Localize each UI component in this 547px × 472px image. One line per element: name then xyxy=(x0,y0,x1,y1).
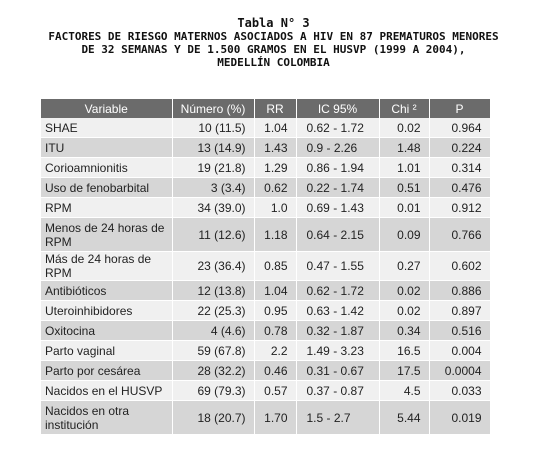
p-cell: 0.516 xyxy=(429,321,490,341)
chi2-cell: 0.09 xyxy=(379,218,429,252)
table-caption xyxy=(0,17,547,69)
variable-cell: Nacidos en otra institución xyxy=(41,401,172,435)
number-cell: 34 (39.0) xyxy=(172,198,254,218)
header-p: P xyxy=(429,99,490,118)
chi2-cell: 0.51 xyxy=(379,178,429,198)
table-row xyxy=(41,281,490,301)
p-cell: 0.224 xyxy=(429,138,490,158)
ic95-cell: 1.5 - 2.7 xyxy=(296,401,379,435)
rr-cell: 0.95 xyxy=(254,301,296,321)
variable-cell: Parto por cesárea xyxy=(41,361,172,381)
variable-cell: Corioamnionitis xyxy=(41,158,172,178)
chi2-cell: 0.02 xyxy=(379,281,429,301)
chi2-cell: 0.27 xyxy=(379,252,429,281)
table-header-row xyxy=(41,99,490,118)
rr-cell: 0.46 xyxy=(254,361,296,381)
header-chi2: Chi ² xyxy=(379,99,429,118)
header-ic95: IC 95% xyxy=(296,99,379,118)
rr-cell: 1.04 xyxy=(254,118,296,138)
chi2-cell: 4.5 xyxy=(379,381,429,401)
rr-cell: 1.70 xyxy=(254,401,296,435)
number-cell: 11 (12.6) xyxy=(172,218,254,252)
rr-cell: 1.0 xyxy=(254,198,296,218)
number-cell: 22 (25.3) xyxy=(172,301,254,321)
variable-cell: ITU xyxy=(41,138,172,158)
number-cell: 3 (3.4) xyxy=(172,178,254,198)
table-row xyxy=(41,252,490,281)
table-row xyxy=(41,381,490,401)
table-row xyxy=(41,138,490,158)
ic95-cell: 0.86 - 1.94 xyxy=(296,158,379,178)
rr-cell: 0.78 xyxy=(254,321,296,341)
rr-cell: 2.2 xyxy=(254,341,296,361)
table-row xyxy=(41,158,490,178)
chi2-cell: 0.01 xyxy=(379,198,429,218)
chi2-cell: 0.34 xyxy=(379,321,429,341)
variable-cell: Antibióticos xyxy=(41,281,172,301)
rr-cell: 1.29 xyxy=(254,158,296,178)
p-cell: 0.964 xyxy=(429,118,490,138)
number-cell: 18 (20.7) xyxy=(172,401,254,435)
number-cell: 4 (4.6) xyxy=(172,321,254,341)
table-title-line-2: DE 32 SEMANAS Y DE 1.500 GRAMOS EN EL HUSVP (1999 A 2004), xyxy=(81,43,466,56)
number-cell: 59 (67.8) xyxy=(172,341,254,361)
variable-cell: Uso de fenobarbital xyxy=(41,178,172,198)
table-row xyxy=(41,341,490,361)
number-cell: 10 (11.5) xyxy=(172,118,254,138)
p-cell: 0.602 xyxy=(429,252,490,281)
rr-cell: 1.04 xyxy=(254,281,296,301)
variable-cell: Uteroinhibidores xyxy=(41,301,172,321)
chi2-cell: 1.01 xyxy=(379,158,429,178)
chi2-cell: 17.5 xyxy=(379,361,429,381)
rr-cell: 1.43 xyxy=(254,138,296,158)
ic95-cell: 0.62 - 1.72 xyxy=(296,281,379,301)
number-cell: 19 (21.8) xyxy=(172,158,254,178)
p-cell: 0.886 xyxy=(429,281,490,301)
number-cell: 69 (79.3) xyxy=(172,381,254,401)
table-row xyxy=(41,198,490,218)
risk-factors-table xyxy=(41,99,491,435)
rr-cell: 0.57 xyxy=(254,381,296,401)
p-cell: 0.004 xyxy=(429,341,490,361)
variable-cell: Nacidos en el HUSVP xyxy=(41,381,172,401)
header-number: Número (%) xyxy=(172,99,254,118)
ic95-cell: 1.49 - 3.23 xyxy=(296,341,379,361)
ic95-cell: 0.37 - 0.87 xyxy=(296,381,379,401)
variable-cell: Menos de 24 horas de RPM xyxy=(41,218,172,252)
variable-cell: Más de 24 horas de RPM xyxy=(41,252,172,281)
p-cell: 0.019 xyxy=(429,401,490,435)
rr-cell: 0.85 xyxy=(254,252,296,281)
ic95-cell: 0.64 - 2.15 xyxy=(296,218,379,252)
table-row xyxy=(41,178,490,198)
variable-cell: SHAE xyxy=(41,118,172,138)
rr-cell: 1.18 xyxy=(254,218,296,252)
table-number: Tabla N° 3 xyxy=(237,17,310,30)
p-cell: 0.033 xyxy=(429,381,490,401)
ic95-cell: 0.32 - 1.87 xyxy=(296,321,379,341)
p-cell: 0.897 xyxy=(429,301,490,321)
chi2-cell: 0.02 xyxy=(379,118,429,138)
header-rr: RR xyxy=(254,99,296,118)
chi2-cell: 0.02 xyxy=(379,301,429,321)
ic95-cell: 0.31 - 0.67 xyxy=(296,361,379,381)
variable-cell: Parto vaginal xyxy=(41,341,172,361)
chi2-cell: 1.48 xyxy=(379,138,429,158)
ic95-cell: 0.63 - 1.42 xyxy=(296,301,379,321)
p-cell: 0.912 xyxy=(429,198,490,218)
p-cell: 0.0004 xyxy=(429,361,490,381)
ic95-cell: 0.47 - 1.55 xyxy=(296,252,379,281)
table-row xyxy=(41,361,490,381)
ic95-cell: 0.22 - 1.74 xyxy=(296,178,379,198)
variable-cell: RPM xyxy=(41,198,172,218)
table-row xyxy=(41,118,490,138)
rr-cell: 0.62 xyxy=(254,178,296,198)
p-cell: 0.766 xyxy=(429,218,490,252)
ic95-cell: 0.62 - 1.72 xyxy=(296,118,379,138)
chi2-cell: 5.44 xyxy=(379,401,429,435)
p-cell: 0.314 xyxy=(429,158,490,178)
header-variable: Variable xyxy=(41,99,172,118)
table-title-line-3: MEDELLÍN COLOMBIA xyxy=(217,56,330,69)
table-row xyxy=(41,321,490,341)
number-cell: 23 (36.4) xyxy=(172,252,254,281)
table-row xyxy=(41,301,490,321)
number-cell: 12 (13.8) xyxy=(172,281,254,301)
p-cell: 0.476 xyxy=(429,178,490,198)
number-cell: 28 (32.2) xyxy=(172,361,254,381)
number-cell: 13 (14.9) xyxy=(172,138,254,158)
variable-cell: Oxitocina xyxy=(41,321,172,341)
ic95-cell: 0.9 - 2.26 xyxy=(296,138,379,158)
ic95-cell: 0.69 - 1.43 xyxy=(296,198,379,218)
table-row xyxy=(41,401,490,435)
chi2-cell: 16.5 xyxy=(379,341,429,361)
table-row xyxy=(41,218,490,252)
table-title-line-1: FACTORES DE RIESGO MATERNOS ASOCIADOS A HIV EN 87 PREMATUROS MENORES xyxy=(48,30,499,43)
